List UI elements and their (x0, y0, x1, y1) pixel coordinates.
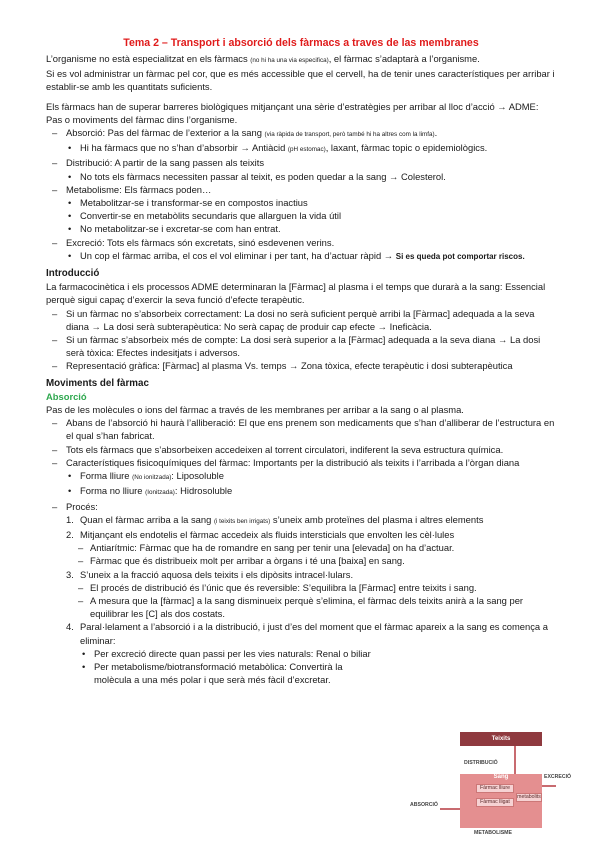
list-item: – Antiarítmic: Fàrmac que ha de romandre en sang per tenir una [elevada] on ha d’actuar. (46, 541, 556, 554)
list-item: • Forma no lliure (Ionitzada): Hidrosoluble (46, 484, 556, 499)
list-item: – Abans de l’absorció hi haurà l’alliberació: El que ens prenem son medicaments que s’han d’alliberar de l’estructura en el qual s’han fabricat. (46, 416, 556, 442)
list-item: – Característiques fisicoquímiques del fàrmac: Importants per la distribució als teixits i l’arribada a l’òrgan diana • Forma lliure (No ionitzada): Liposoluble • Forma no lliure (Ionitzada): Hidrosoluble (46, 456, 556, 500)
diagram-label-absorcio: ABSORCIÓ (410, 802, 438, 808)
list-item: • Hi ha fàrmacs que no s’han d’absorbir → Antiàcid (pH estomac), laxant, fàrmac topic o epidemiològics. (46, 141, 556, 156)
list-item: – Representació gràfica: [Fàrmac] al plasma Vs. temps → Zona tòxica, efecte terapèutic i dosi subterapèutica (46, 359, 556, 372)
list-item: • Per metabolisme/biotransformació metabòlica: Convertirà la molècula a una més polar i que serà més fàcil d’excretar. (46, 660, 376, 686)
list-item: • Un cop el fàrmac arriba, el cos el vol eliminar i per tant, ha d’actuar ràpid → Si es queda pot comportar riscos. (46, 249, 556, 263)
subheading-absorcio: Absorció (46, 390, 87, 402)
page-title: Tema 2 – Transport i absorció dels fàrmacs a traves de las membranes (123, 37, 479, 49)
list-item: – Fàrmac que és distribueix molt per arribar a òrgans i té una [baixa] en sang. (46, 554, 556, 567)
introduccio-list (46, 307, 556, 373)
diagram-sang-label: Sang (493, 774, 509, 780)
diagram-label-excrecio: EXCRECIÓ (544, 774, 572, 780)
absorcio-list (46, 416, 556, 686)
diagram-teixits-box: Teixits (460, 732, 542, 746)
diagram-farmac-lliure: Fàrmac lliure (476, 784, 514, 793)
absorcio-paragraph: Pas de les molècules o ions del fàrmac a través de les membranes per arribar a la sang o al plasma. (46, 404, 464, 416)
process-step-2: 2. Mitjançant els endotelis el fàrmac accedeix als fluids intersticials que envolten les cèl·lules – Antiarítmic: Fàrmac que ha de romandre en sang per tenir una [elevada] on ha d’actuar. – Fàrmac que és distribueix molt per arribar a òrgans i té una [baixa] en sang. (46, 528, 556, 568)
diagram-arrow-excrecio (542, 785, 556, 787)
list-item-proces: – Procés: 1. Quan el fàrmac arriba a la sang (i teixits ben irrigats) s’uneix amb proteïnes del plasma i altres elements 2. Mitjançant els endotelis el fàrmac accedeix als fluids intersticials que envolten les cèl·lules – Antiarítmic: Fàrmac que ha de romandre en sang per tenir una [elevada] on ha d’actuar. – Fàrmac que és distribueix molt per arribar a òrgans i té una [baixa] en sang. 3. S’uneix a la fracció aquosa dels teixits i els dipòsits intracel·lulars. – El procés de distribució és l’únic que és reversible: S’equilibra la [Fàrmac] entre teixits i sang. – A mesura que la [fàrmac] a la sang disminueix perquè s’elimina, el fàrmac dels teixits anirà a la sang per equilibrar les [C] als dos costats. 4. Paral·lelament a l’absorció i a la distribució, i just d’es del moment que el fàrmac apareix a la sang es comença a eliminar: • Per excreció directe quan passi per les vies naturals: Renal o biliar • Per metabolisme/biotransformació metabòlica: Convertirà la molècula a una més polar i que serà més fàcil d’excretar. (46, 500, 556, 687)
adme-distribucio: – Distribució: A partir de la sang passen als teixits • No tots els fàrmacs necessiten passar al teixit, es poden quedar a la sang → Colesterol. (46, 156, 556, 182)
list-item: – El procés de distribució és l’únic que és reversible: S’equilibra la [Fàrmac] entre teixits i sang. (46, 581, 556, 594)
list-item: – Tots els fàrmacs que s’absorbeixen accedeixen al torrent circulatori, indiferent la seva estructura química. (46, 443, 556, 456)
adme-excrecio: – Excreció: Tots els fàrmacs són excretats, sinó esdevenen verins. • Un cop el fàrmac arriba, el cos el vol eliminar i per tant, ha d’actuar ràpid → Si es queda pot comportar riscos. (46, 236, 556, 263)
adme-metabolisme: – Metabolisme: Els fàrmacs poden… • Metabolitzar-se i transformar-se en compostos inactius • Convertir-se en metabòlits secundaris que allarguen la vida útil • No metabolitzar-se i excretar-se com han entrat. (46, 183, 556, 236)
diagram-arrow-absorcio (440, 808, 460, 810)
diagram-label-distribucio: DISTRIBUCIÓ (464, 760, 498, 766)
list-item: • No metabolitzar-se i excretar-se com han entrat. (46, 222, 556, 235)
section-heading-introduccio: Introducció (46, 268, 100, 280)
list-item: • No tots els fàrmacs necessiten passar al teixit, es poden quedar a la sang → Colesterol. (46, 170, 556, 183)
introduccio-paragraph: La farmacocinètica i els processos ADME determinaran la [Fàrmac] al plasma i el temps que durarà a la sang: Essencial perquè sigui capaç d’exercir la seva funció d’efecte terapèutic. (46, 281, 546, 306)
section-heading-moviments: Moviments del fàrmac (46, 377, 149, 389)
list-item: • Forma lliure (No ionitzada): Liposoluble (46, 469, 556, 484)
process-step-4: 4. Paral·lelament a l’absorció i a la distribució, i just d’es del moment que el fàrmac apareix a la sang es comença a eliminar: • Per excreció directe quan passi per les vies naturals: Renal o biliar • Per metabolisme/biotransformació metabòlica: Convertirà la molècula a una més polar i que serà més fàcil d’excretar. (46, 620, 556, 686)
process-step-1: 1. Quan el fàrmac arriba a la sang (i teixits ben irrigats) s’uneix amb proteïnes del plasma i altres elements (66, 513, 484, 525)
list-item: • Convertir-se en metabòlits secundaris que allarguen la vida útil (46, 209, 556, 222)
intro-paragraph-2: Si es vol administrar un fàrmac pel cor, que es més accessible que el cervell, ha de tenir unes característiques per arribar i establir-se amb les quantitats suficients. (46, 68, 555, 93)
list-item: – Si un fàrmac no s’absorbeix correctament: La dosi no serà suficient perquè arribi la [Fàrmac] adequada a la seva diana → La dosi serà subterapèutica: No serà capaç de produir cap efecte → Ineficàcia. (46, 307, 556, 333)
list-item: • Metabolitzar-se i transformar-se en compostos inactius (46, 196, 556, 209)
diagram-label-metabolisme: METABOLISME (474, 830, 512, 836)
adme-list (46, 126, 556, 263)
list-item: – A mesura que la [fàrmac] a la sang disminueix perquè s’elimina, el fàrmac dels teixits anirà a la sang per equilibrar les [C] als dos costats. (46, 594, 556, 620)
diagram-metabolits: metabolits (517, 794, 541, 800)
diagram-arrow-distribucio (514, 746, 516, 774)
adme-diagram (410, 730, 570, 840)
process-step-3: 3. S’uneix a la fracció aquosa dels teixits i els dipòsits intracel·lulars. – El procés de distribució és l’únic que és reversible: S’equilibra la [Fàrmac] entre teixits i sang. – A mesura que la [fàrmac] a la sang disminueix perquè s’elimina, el fàrmac dels teixits anirà a la sang per equilibrar les [C] als dos costats. (46, 568, 556, 621)
diagram-farmac-lligat: Fàrmac lligat (476, 798, 514, 807)
list-item: • Per excreció directe quan passi per les vies naturals: Renal o biliar (46, 647, 376, 660)
list-item: – Si un fàrmac s’absorbeix més de compte: La dosi serà superior a la [Fàrmac] adequada a la seva diana → La dosi serà tòxica: Efectes indesitjats i adversos. (46, 333, 556, 359)
intro-paragraph-3: Els fàrmacs han de superar barreres biològiques mitjançant una sèrie d’estratègies per arribar al lloc d’acció → ADME: Pas o moviments del fàrmac dins l’organisme. (46, 100, 539, 125)
intro-paragraph-1: L’organisme no està especialitzat en els fàrmacs (no hi ha una via especifica), el fàrmac s’adaptarà a l’organisme. (46, 53, 480, 64)
adme-absorcio: – Absorció: Pas del fàrmac de l’exterior a la sang (via ràpida de transport, però també hi ha altres com la limfa). • Hi ha fàrmacs que no s’han d’absorbir → Antiàcid (pH estomac), laxant, fàrmac topic o epidemiològics. (46, 126, 556, 156)
